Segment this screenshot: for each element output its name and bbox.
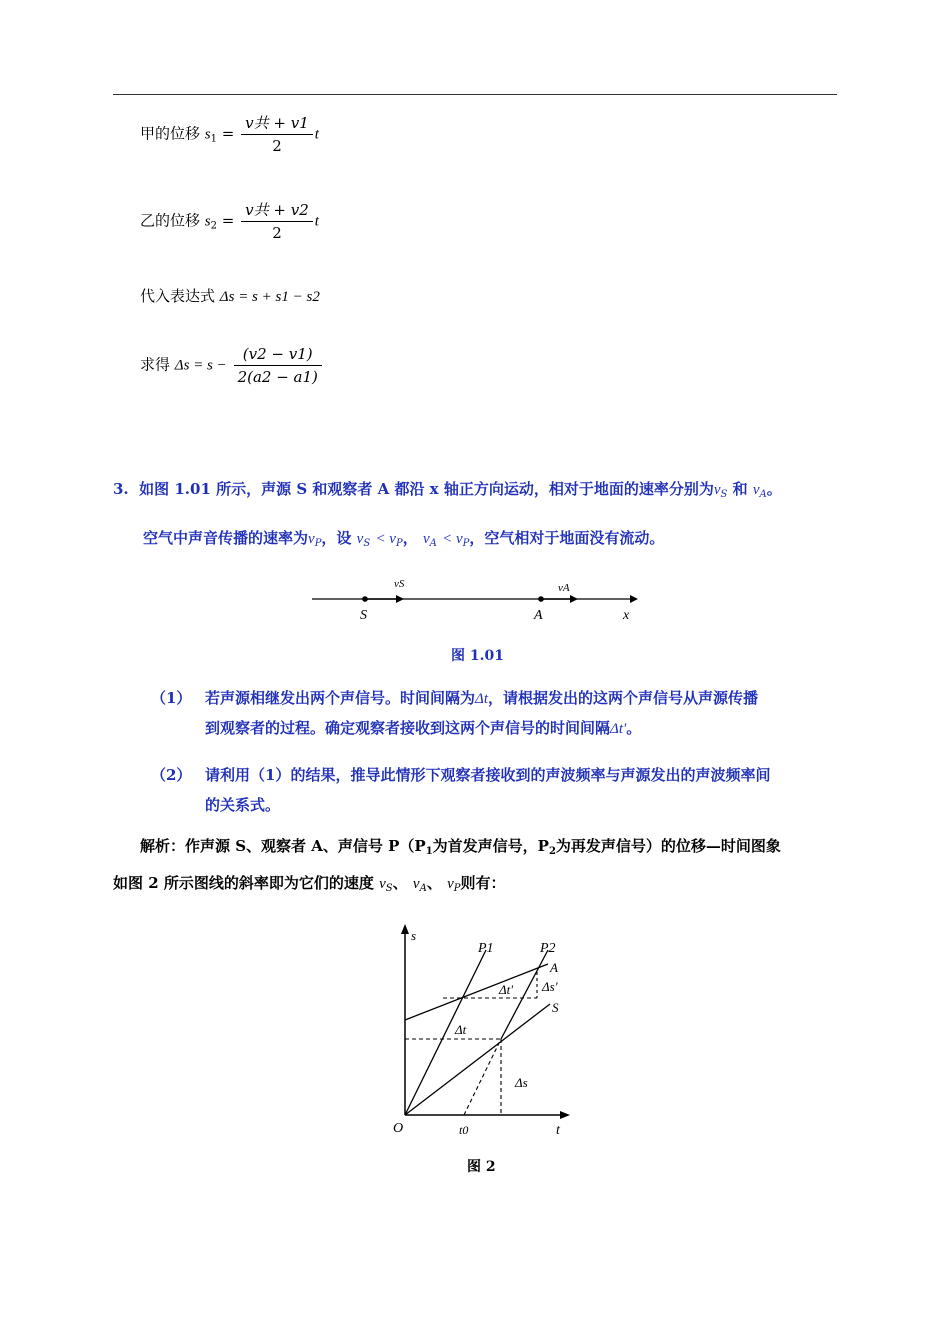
equation-substitute bbox=[140, 285, 320, 306]
analysis-text-2b: 则有： bbox=[460, 874, 506, 892]
vp-sub: P bbox=[314, 538, 322, 549]
question-1-text-c: 到观察者的过程。确定观察者接收到这两个声信号的时间间隔 bbox=[205, 719, 611, 737]
fig1-a-label: A bbox=[534, 608, 543, 623]
source-point bbox=[362, 596, 368, 602]
fig2-p1-label: P1 bbox=[478, 941, 494, 956]
problem-and: 和 bbox=[732, 480, 748, 498]
source-line bbox=[405, 1004, 550, 1115]
result-fraction bbox=[234, 343, 322, 388]
jia-denominator: 2 bbox=[272, 137, 282, 155]
fig1-vs-label: vS bbox=[394, 578, 405, 590]
analysis-text-1c: 为再发声信号）的位移—时间图象 bbox=[555, 837, 781, 855]
result-lhs: Δs = s − bbox=[174, 357, 227, 374]
fig2-t0-label: t0 bbox=[459, 1123, 469, 1137]
ineq-comma: ， bbox=[402, 529, 418, 547]
problem-text-1: 如图 1.01 所示，声源 S 和观察者 A 都沿 x 轴正方向运动，相对于地面的速率分别为 bbox=[139, 480, 714, 498]
question-1-line-1 bbox=[205, 687, 758, 708]
problem-period: 。 bbox=[766, 480, 782, 498]
jia-s: s bbox=[204, 126, 211, 143]
equation-result bbox=[140, 343, 324, 388]
vp-symbol: v bbox=[308, 531, 315, 547]
analysis-line-1 bbox=[140, 835, 781, 857]
jia-fraction bbox=[241, 112, 313, 157]
p1-line bbox=[405, 950, 486, 1115]
p2-dashed-segment bbox=[464, 1039, 501, 1115]
fig2-dtp-label: Δt' bbox=[499, 982, 514, 997]
yi-t: t bbox=[314, 213, 319, 230]
equation-yi bbox=[140, 199, 319, 244]
analysis-text-1b: 为首发声信号，P bbox=[432, 837, 549, 855]
question-1-text-d: 。 bbox=[626, 719, 642, 737]
header-rule bbox=[113, 94, 837, 95]
question-1-delta-t: Δt bbox=[475, 691, 488, 707]
question-1-text-b: ，请根据发出的这两个声信号从声源传播 bbox=[488, 689, 759, 707]
question-2-line-1: 请利用（1）的结果，推导此情形下观察者接收到的声波频率与声源发出的声波频率间 bbox=[205, 766, 771, 784]
problem-line-1 bbox=[113, 478, 782, 500]
p2-sub: 2 bbox=[548, 846, 556, 857]
substitute-label: 代入表达式 bbox=[140, 287, 216, 305]
analysis-va-sub: A bbox=[419, 883, 427, 894]
analysis-vp: v bbox=[447, 876, 454, 892]
problem-number: 3. bbox=[113, 480, 129, 498]
yi-eq: = bbox=[221, 211, 235, 230]
question-1-line-2 bbox=[205, 717, 641, 738]
fig2-ds-label: Δs bbox=[515, 1075, 528, 1090]
jia-numerator: v共 + v1 bbox=[241, 112, 313, 135]
result-denominator: 2(a2 − a1) bbox=[237, 368, 318, 386]
yi-denominator: 2 bbox=[272, 224, 282, 242]
fig1-x-label: x bbox=[623, 608, 630, 623]
problem-text-2b: ，设 bbox=[321, 529, 352, 547]
question-1-number: （1） bbox=[151, 689, 192, 707]
yi-label: 乙的位移 bbox=[140, 211, 201, 230]
question-1-delta-t-prime: Δt' bbox=[610, 721, 627, 737]
yi-s: s bbox=[204, 213, 211, 230]
fig1-s-label: S bbox=[360, 608, 367, 623]
analysis-sep-2: 、 bbox=[426, 874, 442, 892]
analysis-text-1a: 解析：作声源 S、观察者 A、声信号 P（P bbox=[140, 837, 426, 855]
x-axis-arrow bbox=[630, 595, 638, 603]
jia-s-sub: 1 bbox=[210, 133, 218, 145]
fig2-s-line-label: S bbox=[552, 1000, 559, 1015]
result-numerator: (v2 − v1) bbox=[234, 343, 322, 366]
result-label: 求得 bbox=[140, 355, 171, 374]
problem-line-2 bbox=[143, 527, 664, 549]
ineq1-vp-sub: P bbox=[395, 538, 403, 549]
observer-point bbox=[538, 596, 544, 602]
analysis-vs-sub: S bbox=[385, 883, 393, 894]
ineq1-rhs: < v bbox=[375, 531, 396, 547]
fig2-dt-label: Δt bbox=[455, 1022, 467, 1037]
analysis-text-2a: 如图 2 所示图线的斜率即为它们的速度 bbox=[113, 874, 374, 892]
jia-label: 甲的位移 bbox=[140, 124, 201, 143]
jia-t: t bbox=[314, 126, 319, 143]
equation-jia bbox=[140, 112, 319, 157]
vs-symbol: v bbox=[713, 482, 721, 498]
va-symbol: v bbox=[752, 482, 760, 498]
p1-sub: 1 bbox=[425, 846, 433, 857]
fig2-p2-label: P2 bbox=[540, 941, 556, 956]
fig2-dsp-label: Δs' bbox=[542, 979, 558, 994]
figure-2-caption: 图 2 bbox=[467, 1159, 496, 1175]
question-2-number: （2） bbox=[151, 766, 192, 784]
figure-1-01 bbox=[300, 572, 650, 627]
ineq2-rhs: < v bbox=[442, 531, 463, 547]
ineq2-va-sub: A bbox=[429, 538, 437, 549]
analysis-vp-sub: P bbox=[453, 883, 461, 894]
fig2-s-label: s bbox=[411, 928, 417, 943]
fig2-t-label: t bbox=[556, 1123, 560, 1138]
vs-arrow-head bbox=[396, 595, 404, 603]
analysis-va: v bbox=[412, 876, 420, 892]
analysis-sep-1: 、 bbox=[392, 874, 408, 892]
yi-fraction bbox=[241, 199, 313, 244]
analysis-vs: v bbox=[379, 876, 386, 892]
problem-text-2a: 空气中声音传播的速率为 bbox=[143, 529, 309, 547]
ineq1-vs-sub: S bbox=[363, 538, 371, 549]
question-2-line-2: 的关系式。 bbox=[205, 796, 281, 814]
t-axis-arrow bbox=[560, 1111, 570, 1119]
figure-1-01-caption: 图 1.01 bbox=[451, 648, 504, 664]
va-sub: A bbox=[759, 489, 767, 500]
ineq2-va: v bbox=[422, 531, 430, 547]
fig2-a-label: A bbox=[550, 960, 558, 975]
fig1-va-label: vA bbox=[558, 582, 570, 594]
s-axis-arrow bbox=[401, 924, 409, 934]
substitute-expression: Δs = s + s1 − s2 bbox=[219, 289, 320, 305]
va-arrow-head bbox=[570, 595, 578, 603]
ineq1-vs: v bbox=[356, 531, 364, 547]
problem-text-2c: ，空气相对于地面没有流动。 bbox=[469, 529, 665, 547]
vs-sub: S bbox=[720, 489, 728, 500]
figure-2 bbox=[388, 922, 578, 1140]
question-1-text-a: 若声源相继发出两个声信号。时间间隔为 bbox=[205, 689, 476, 707]
fig2-origin-label: O bbox=[393, 1121, 404, 1136]
ineq2-vp-sub: P bbox=[462, 538, 470, 549]
yi-s-sub: 2 bbox=[210, 220, 218, 232]
analysis-line-2 bbox=[113, 872, 505, 894]
jia-eq: = bbox=[221, 124, 235, 143]
yi-numerator: v共 + v2 bbox=[241, 199, 313, 222]
